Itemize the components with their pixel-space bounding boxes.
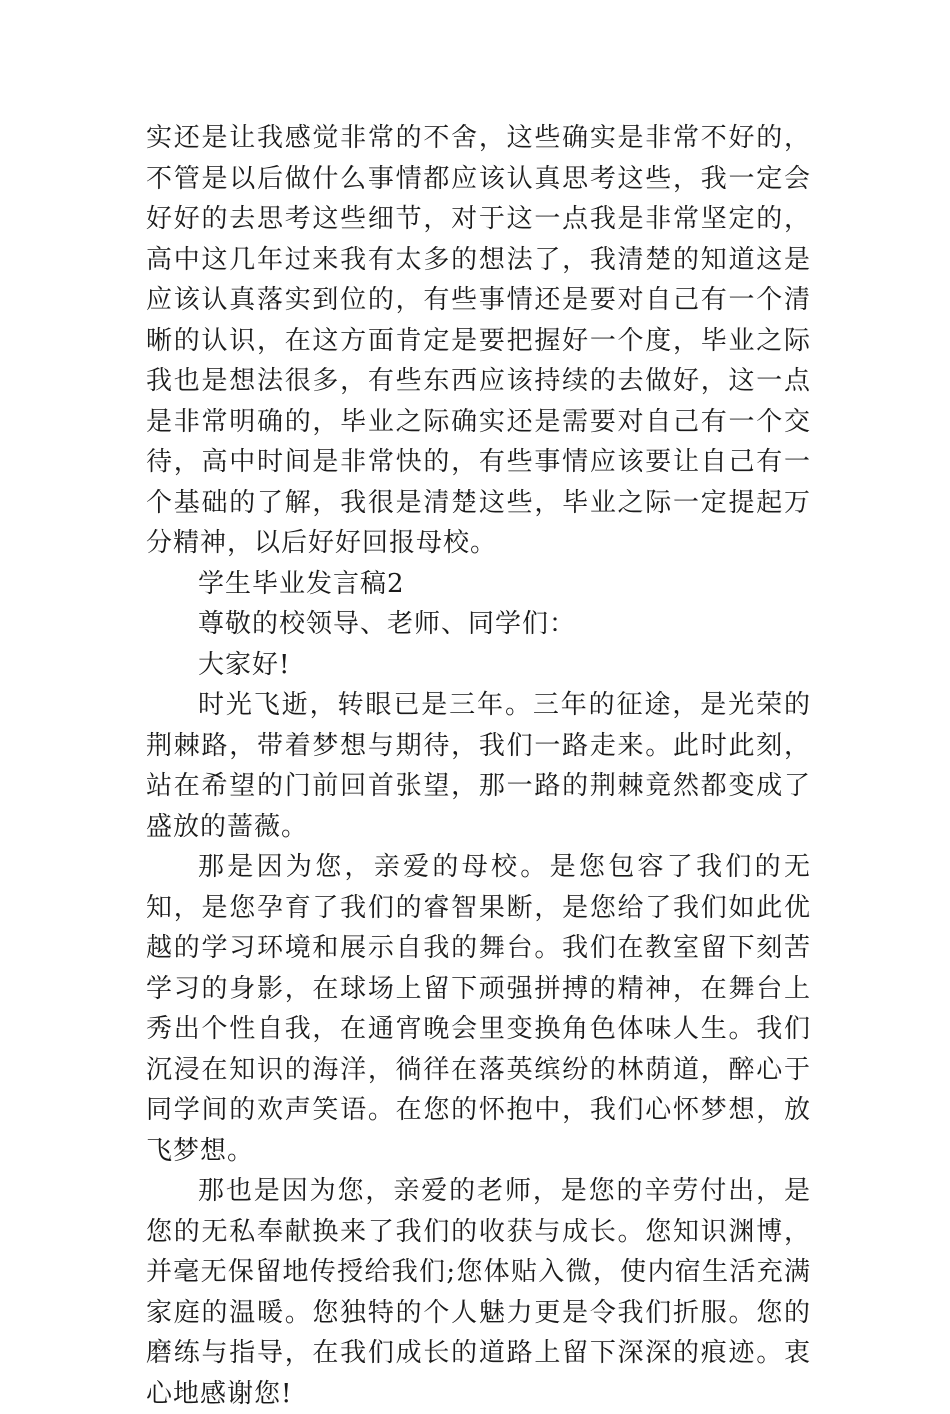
paragraph-continuation: 实还是让我感觉非常的不舍，这些确实是非常不好的，不管是以后做什么事情都应该认真思考这些，我一定会好好的去思考这些细节，对于这一点我是非常坚定的，高中这几年过来我有太多的想法了，我清楚的知道这是应该认真落实到位的，有些事情还是要对自己有一个清晰的认识，在这方面肯定是要把握好一个度，毕业之际我也是想法很多，有些东西应该持续的去做好，这一点是非常明确的，毕业之际确实还是需要对自己有一个交待，高中时间是非常快的，有些事情应该要让自己有一个基础的了解，我很是清楚这些，毕业之际一定提起万分精神，以后好好回报母校。 [146, 123, 811, 558]
section-heading: 学生毕业发言稿2 [198, 568, 405, 599]
paragraph-school: 那是因为您，亲爱的母校。是您包容了我们的无知，是您孕育了我们的睿智果断，是您给了我们如此优越的学习环境和展示自我的舞台。我们在教室留下刻苦学习的身影，在球场上留下顽强拼搏的精神，在舞台上秀出个性自我，在通宵晚会里变换角色体味人生。我们沉浸在知识的海洋，徜徉在落英缤纷的林荫道，醉心于同学间的欢声笑语。在您的怀抱中，我们心怀梦想，放飞梦想。 [146, 852, 811, 1166]
paragraph-teachers: 那也是因为您，亲爱的老师，是您的辛劳付出，是您的无私奉献换来了我们的收获与成长。您知识渊博，并毫无保留地传授给我们;您体贴入微，使内宿生活充满家庭的温暖。您独特的个人魅力更是令我们折服。您的磨练与指导，在我们成长的道路上留下深深的痕迹。衷心地感谢您! [146, 1176, 811, 1409]
greeting: 大家好! [198, 649, 291, 680]
document-body [146, 118, 811, 1414]
paragraph-time-flies: 时光飞逝，转眼已是三年。三年的征途，是光荣的荆棘路，带着梦想与期待，我们一路走来。此时此刻，站在希望的门前回首张望，那一路的荆棘竟然都变成了盛放的蔷薇。 [146, 690, 811, 842]
salutation: 尊敬的校领导、老师、同学们： [198, 609, 577, 639]
